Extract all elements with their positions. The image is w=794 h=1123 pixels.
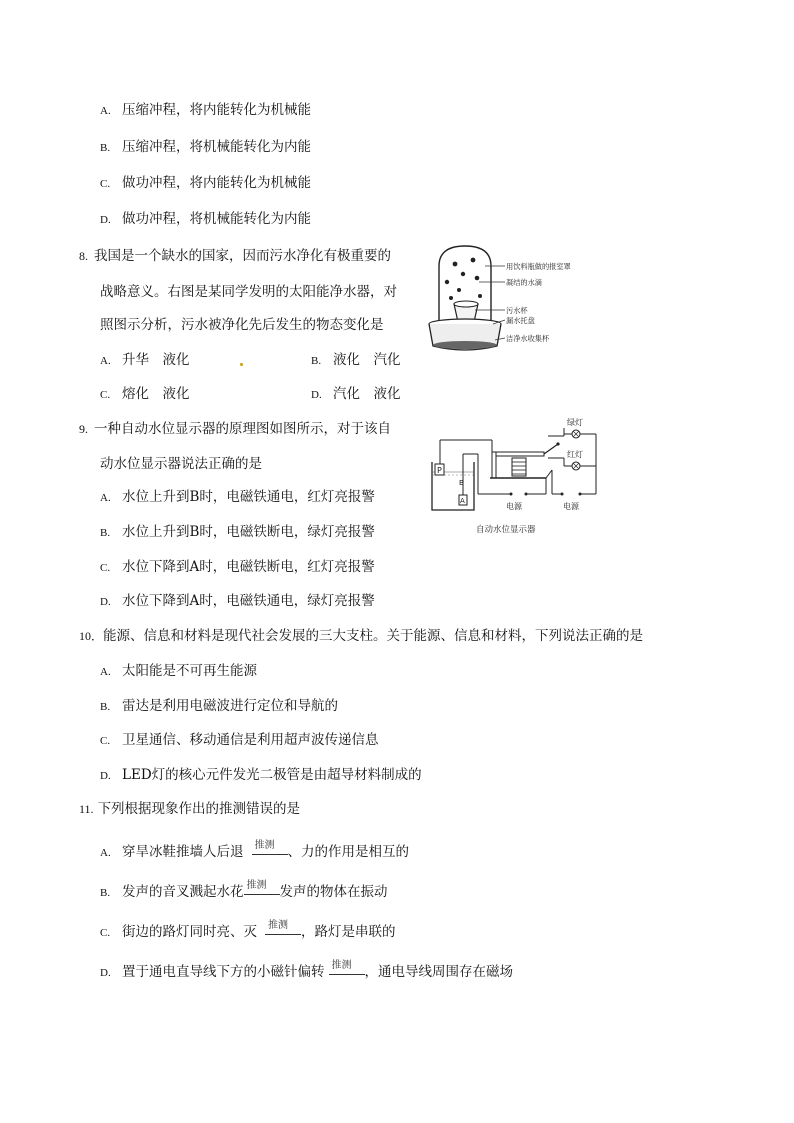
q8-option-d: D. 汽化 液化 [311,386,401,402]
q8-stem-line-2: 战略意义。右图是某同学发明的太阳能净水器，对 [100,284,397,300]
q10-stem: 10．能源、信息和材料是现代社会发展的三大支柱。关于能源、信息和材料，下列说法正确的是 [79,628,644,644]
q11-option-c: C. 街边的路灯同时亮、灭 推测 ，路灯是串联的 [100,920,396,940]
infer-arrow: 推测 [329,960,365,978]
infer-arrow: 推测 [252,840,288,858]
green-lamp-label: 绿灯 [567,418,583,427]
q7-option-d: D. 做功冲程，将机械能转化为内能 [100,211,311,227]
q8-option-b: B. 液化 汽化 [311,352,401,368]
q8-option-a: A. 升华 液化 [100,352,190,368]
stray-dot [240,363,243,366]
q11-option-a: A. 穿旱冰鞋推墙人后退 推测 、力的作用是相互的 [100,840,409,860]
q10-number: 10． [79,629,104,643]
q9-number: 9. [79,422,88,436]
q9-option-a: A. 水位上升到B时，电磁铁通电，红灯亮报警 [100,489,375,505]
q9-stem-line-2: 动水位显示器说法正确的是 [100,456,262,472]
q7-option-a: A. 压缩冲程，将内能转化为机械能 [100,102,311,118]
q8-number: 8. [79,249,88,263]
q11-option-d: D. 置于通电直导线下方的小磁针偏转 推测 ，通电导线周围存在磁场 [100,960,513,980]
q9-option-c: C. 水位下降到A时，电磁铁断电，红灯亮报警 [100,559,375,575]
power-source-2-label: 电源 [563,502,579,511]
q8-option-c: C. 熔化 液化 [100,386,190,402]
level-b-label: B [459,479,464,487]
electrode-a-label: A [460,497,465,505]
purifier-label-droplets: 凝结的水滴 [506,278,542,287]
probe-p-label: P [437,466,442,475]
purifier-label-collector: 洁净水收集杯 [506,334,550,343]
q7-option-b: B. 压缩冲程，将机械能转化为内能 [100,139,311,155]
q7-option-c: C. 做功冲程，将内能转化为机械能 [100,175,311,191]
water-level-figure-caption: 自动水位显示器 [476,525,536,535]
red-lamp-label: 红灯 [567,450,583,459]
purifier-label-tray: 漏水托盘 [506,316,535,325]
infer-arrow: 推测 [265,920,301,938]
q11-number: 11. [79,802,94,816]
q9-stem-line-1: 9. 一种自动水位显示器的原理图如图所示，对于该自 [79,421,391,437]
q9-option-d: D. 水位下降到A时，电磁铁通电，绿灯亮报警 [100,593,375,609]
infer-arrow: 推测 [244,880,280,898]
purifier-label-jar: 用饮料瓶做的报室罩 [506,262,571,271]
q8-stem-line-1: 8. 我国是一个缺水的国家，因而污水净化有极重要的 [79,248,391,264]
q10-option-b: B. 雷达是利用电磁波进行定位和导航的 [100,698,338,714]
q11-option-b: B. 发声的音叉溅起水花 推测 发声的物体在振动 [100,880,388,900]
q9-option-b: B. 水位上升到B时，电磁铁断电，绿灯亮报警 [100,524,375,540]
q10-option-a: A. 太阳能是不可再生能源 [100,663,257,679]
q8-stem-line-3: 照图示分析，污水被净化先后发生的物态变化是 [100,317,384,333]
q11-stem: 11. 下列根据现象作出的推测错误的是 [79,801,301,817]
solar-purifier-figure [425,244,595,356]
q10-option-c: C. 卫星通信、移动通信是利用超声波传递信息 [100,732,379,748]
power-source-1-label: 电源 [506,502,522,511]
water-level-circuit-figure [428,414,603,538]
purifier-label-cup: 污水杯 [506,306,528,315]
q10-option-d: D. LED灯的核心元件发光二极管是由超导材料制成的 [100,767,422,783]
